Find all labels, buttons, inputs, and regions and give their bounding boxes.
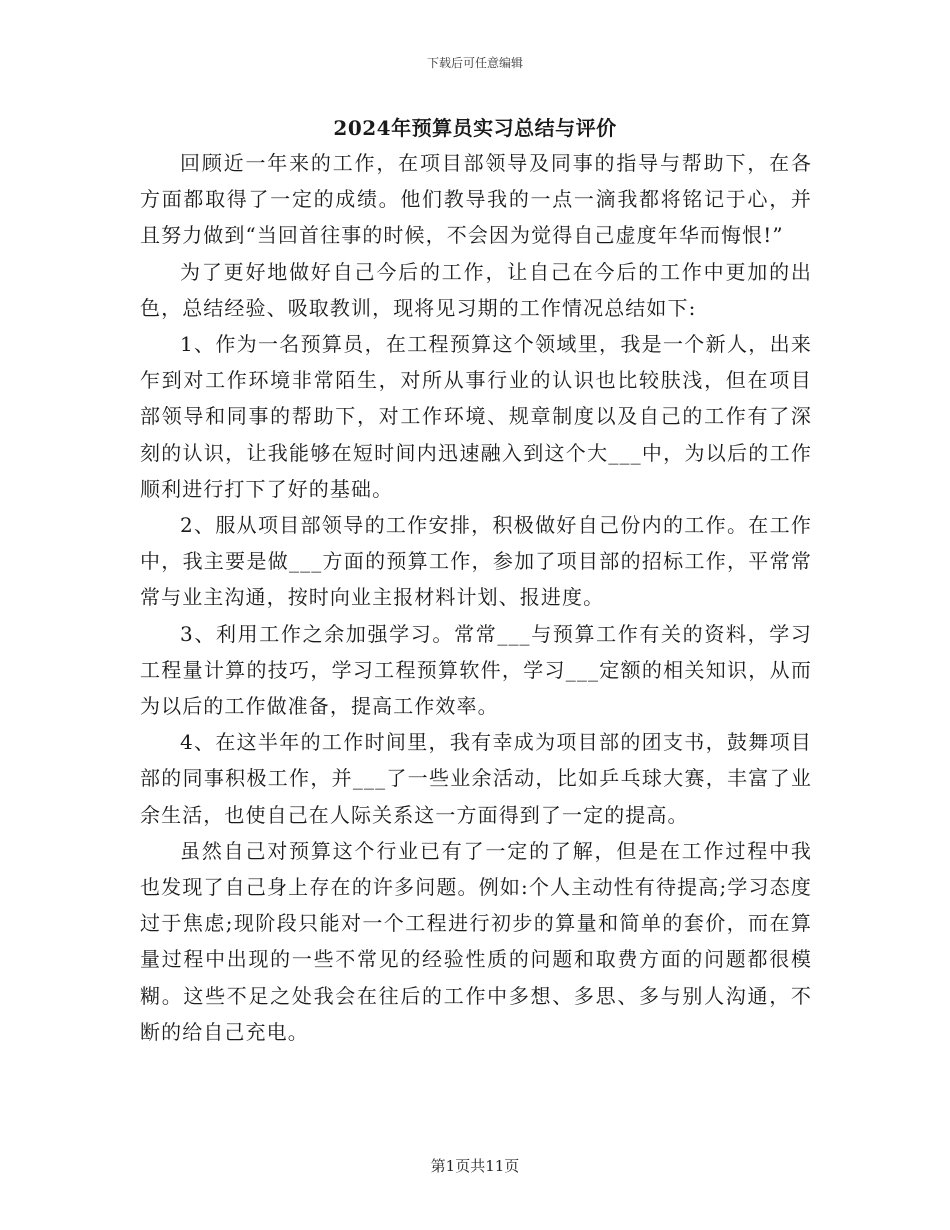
paragraph-shortcomings: 虽然自己对预算这个行业已有了一定的了解，但是在工作过程中我也发现了自己身上存在的许多问题。例如:个人主动性有待提高;学习态度过于焦虑;现阶段只能对一个工程进行初步的算量和简单的套价，而在算量过程中出现的一些不常见的经验性质的问题和取费方面的问题都很模糊。这些不足之处我会在往后的工作中多想、多思、多与别人沟通，不断的给自己充电。 (140, 838, 812, 1044)
page-number: 第1页共11页 (430, 1157, 520, 1175)
paragraph-item-4: 4、在这半年的工作时间里，我有幸成为项目部的团支书，鼓舞项目部的同事积极工作，并___了一些业余活动，比如乒乓球大赛，丰富了业余生活，也使自己在人际关系这一方面得到了一定的提高。 (140, 730, 812, 827)
header-note: 下载后可任意编辑 (426, 56, 523, 70)
paragraph-summary-lead: 为了更好地做好自己今后的工作，让自己在今后的工作中更加的出色，总结经验、吸取教训，现将见习期的工作情况总结如下: (140, 259, 812, 320)
paragraph-intro: 回顾近一年来的工作，在项目部领导及同事的指导与帮助下，在各方面都取得了一定的成绩。他们教导我的一点一滴我都将铭记于心，并且努力做到“当回首往事的时候，不会因为觉得自己虚度年华而悔恨!” (140, 151, 812, 248)
paragraph-item-1: 1、作为一名预算员，在工程预算这个领域里，我是一个新人，出来乍到对工作环境非常陌生，对所从事行业的认识也比较肤浅，但在项目部领导和同事的帮助下，对工作环境、规章制度以及自己的工作有了深刻的认识，让我能够在短时间内迅速融入到这个大___中，为以后的工作顺利进行打下了好的基础。 (140, 332, 812, 501)
paragraph-item-2: 2、服从项目部领导的工作安排，积极做好自己份内的工作。在工作中，我主要是做___方面的预算工作，参加了项目部的招标工作，平常常常与业主沟通，按时向业主报材料计划、报进度。 (140, 513, 812, 610)
document-title: 2024年预算员实习总结与评价 (333, 116, 617, 140)
paragraph-item-3: 3、利用工作之余加强学习。常常___与预算工作有关的资料，学习工程量计算的技巧，学习工程预算软件，学习___定额的相关知识，从而为以后的工作做准备，提高工作效率。 (140, 621, 812, 719)
document-body (140, 145, 812, 1050)
